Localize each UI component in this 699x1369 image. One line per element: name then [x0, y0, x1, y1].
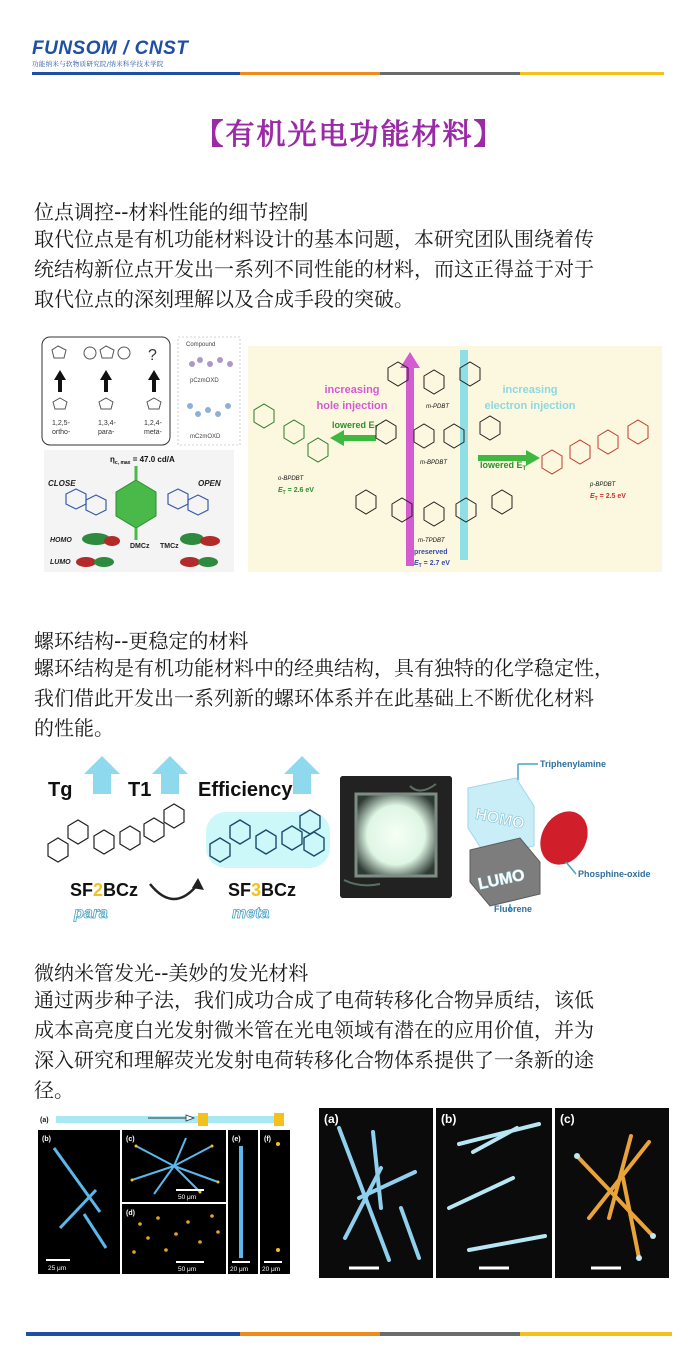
footer-stripe-gray: [380, 1332, 520, 1336]
preserved-label: preserved: [414, 549, 448, 556]
efficiency-label: $\eta_{c, max} = 47.0$ cd/A: [110, 455, 175, 466]
hole-injection-label: increasing hole injection: [316, 384, 388, 412]
electron-injection-label: increasing electron injection: [484, 384, 576, 412]
efficiency-label: Efficiency: [198, 779, 293, 801]
isomer-label-1: 1,2,5-ortho-: [52, 420, 71, 436]
svg-text:50 μm: 50 μm: [178, 1194, 197, 1201]
header-stripe-gray: [380, 72, 520, 75]
compound-mczmoxd: mCzmOXD: [190, 434, 221, 440]
panel-f: [260, 1130, 290, 1274]
o-bpdbt-energy: $E_T = 2.6$ eV: [278, 487, 314, 496]
section-2-heading: 螺环结构--更稳定的材料: [34, 629, 249, 653]
section-3-line-4: 径。: [34, 1078, 74, 1102]
svg-text:(d): (d): [126, 1210, 135, 1217]
svg-text:(c): (c): [560, 1112, 575, 1126]
footer-stripe-orange: [240, 1332, 380, 1336]
molecule-p-bpdbt: [542, 420, 648, 474]
logo: FUNSOM / CNST: [32, 38, 189, 59]
svg-text:lowered ET: lowered $E_T$: [332, 420, 379, 432]
lumo-block: [470, 838, 540, 906]
footer-stripe-yellow: [520, 1332, 672, 1336]
device-photo: [340, 776, 452, 898]
section-2-line-2: 我们借此开发出一系列新的螺环体系并在此基础上不断优化材料: [34, 686, 594, 710]
curved-arrow: [150, 884, 198, 899]
compound-pczmoxd: pCzmOXD: [190, 378, 219, 384]
isomer-label-2: 1,3,4-para-: [98, 420, 116, 436]
figure-1-left: [30, 334, 242, 574]
section-1-line-2: 统结构新位点开发出一系列不同性能的材料，而这正得益于对于: [34, 257, 594, 281]
section-2-line-3: 的性能。: [34, 716, 114, 740]
m-pdbt-label: m-PDBT: [426, 404, 449, 410]
electron-injection-bar: [460, 350, 468, 560]
svg-text:lowered ET: lowered $E_T$: [480, 460, 527, 472]
panel-a-label: (a): [40, 1117, 49, 1124]
isomer-question: ?: [148, 347, 157, 364]
logo-subtitle: 功能纳米与软物质研究院/纳米科学技术学院: [32, 60, 164, 68]
section-1-text: [34, 224, 674, 314]
t1-up-arrow: [152, 756, 188, 794]
page-title: 【有机光电功能材料】: [194, 117, 505, 151]
page-header: [0, 0, 699, 80]
svg-text:(c): (c): [126, 1136, 135, 1143]
section-2-line-1: 螺环结构是有机功能材料中的经典结构，具有独特的化学稳定性，: [34, 656, 614, 680]
isomer-label-3: 1,2,4-meta-: [144, 420, 162, 436]
panel-b: [38, 1130, 120, 1274]
molecule-m-bpdbt: [376, 416, 500, 448]
triphenylamine-label: Triphenylamine: [540, 759, 607, 769]
lowered-arrow-left: [330, 420, 379, 446]
svg-text:(f): (f): [264, 1136, 271, 1143]
svg-text:(e): (e): [232, 1136, 241, 1143]
tg-up-arrow: [84, 756, 120, 794]
sf2bcz-name: SF2BCz: [70, 880, 139, 900]
section-3-text: [34, 985, 674, 1105]
tmcz-label: TMCz: [160, 543, 179, 550]
open-label: OPEN: [198, 479, 221, 488]
svg-text:(b): (b): [42, 1136, 51, 1143]
p-bpdbt-label: p-BPDBT: [590, 482, 616, 488]
section-3-line-2: 成本高亮度白光发射微米管在光电领域有潜在的应用价值，并为: [34, 1018, 594, 1042]
svg-text:20 μm: 20 μm: [262, 1266, 281, 1273]
panel-d: [122, 1204, 226, 1274]
p-bpdbt-energy: $E_T = 2.5$ eV: [590, 493, 626, 502]
molecule-sf2bcz: [48, 804, 184, 862]
meta-label: meta: [232, 905, 270, 922]
section-1-line-3: 取代位点的深刻理解以及合成手段的突破。: [34, 287, 414, 311]
svg-text:20 μm: 20 μm: [230, 1266, 249, 1273]
figure-4-right: [319, 1108, 669, 1278]
fluorene-label: Fluorene: [494, 904, 533, 914]
figure-3-left: [36, 1110, 292, 1276]
svg-text:50 μm: 50 μm: [178, 1266, 197, 1273]
para-label: para: [74, 905, 108, 922]
svg-text:25 μm: 25 μm: [48, 1265, 67, 1272]
section-1-heading: 位点调控--材料性能的细节控制: [34, 200, 309, 224]
header-stripe-blue: [32, 72, 240, 75]
svg-text:(b): (b): [441, 1112, 457, 1126]
header-stripe-orange: [240, 72, 380, 75]
figure-2-left: [34, 754, 334, 926]
homo-label: HOMO: [50, 537, 72, 544]
svg-text:(a): (a): [324, 1112, 339, 1126]
dmcz-label: DMCz: [130, 543, 150, 550]
lowered-arrow-right: [478, 450, 540, 472]
lumo-label: LUMO: [50, 559, 71, 566]
section-3-line-1: 通过两步种子法，我们成功合成了电荷转移化合物异质结，该低: [34, 988, 594, 1012]
tg-label: Tg: [48, 779, 73, 801]
compound-label: Compound: [186, 342, 216, 348]
hole-injection-arrow: [406, 366, 414, 566]
section-3-heading: 微纳米管发光--美妙的发光材料: [34, 961, 309, 985]
svg-text:HOMO: HOMO: [473, 805, 526, 833]
section-3-line-3: 深入研究和理解荧光发射电荷转移化合物体系提供了一条新的途: [34, 1048, 594, 1072]
close-label: CLOSE: [48, 479, 76, 488]
o-bpdbt-label: o-BPDBT: [278, 476, 304, 482]
phosphine-oxide-label: Phosphine-oxide: [578, 869, 651, 879]
preserved-energy: $E_T = 2.7$ eV: [414, 560, 450, 569]
phosphine-oxide-disk: [531, 803, 597, 873]
header-stripe-yellow: [520, 72, 664, 75]
m-tpdbt-label: m-TPDBT: [418, 538, 445, 544]
molecule-m-tpdbt: [356, 490, 512, 526]
section-1-line-1: 取代位点是有机功能材料设计的基本问题，本研究团队围绕着传: [34, 227, 594, 251]
footer-stripe-blue: [26, 1332, 240, 1336]
sf3bcz-name: SF3BCz: [228, 880, 297, 900]
panel-a-tube: [56, 1116, 282, 1123]
section-2-text: [34, 653, 674, 743]
figure-2-right: [460, 754, 670, 914]
molecule-o-bpdbt: [254, 404, 328, 462]
m-bpdbt-label: m-BPDBT: [420, 460, 447, 466]
t1-label: T1: [128, 779, 152, 801]
svg-text:LUMO: LUMO: [476, 866, 527, 894]
figure-1-right: [248, 346, 662, 572]
